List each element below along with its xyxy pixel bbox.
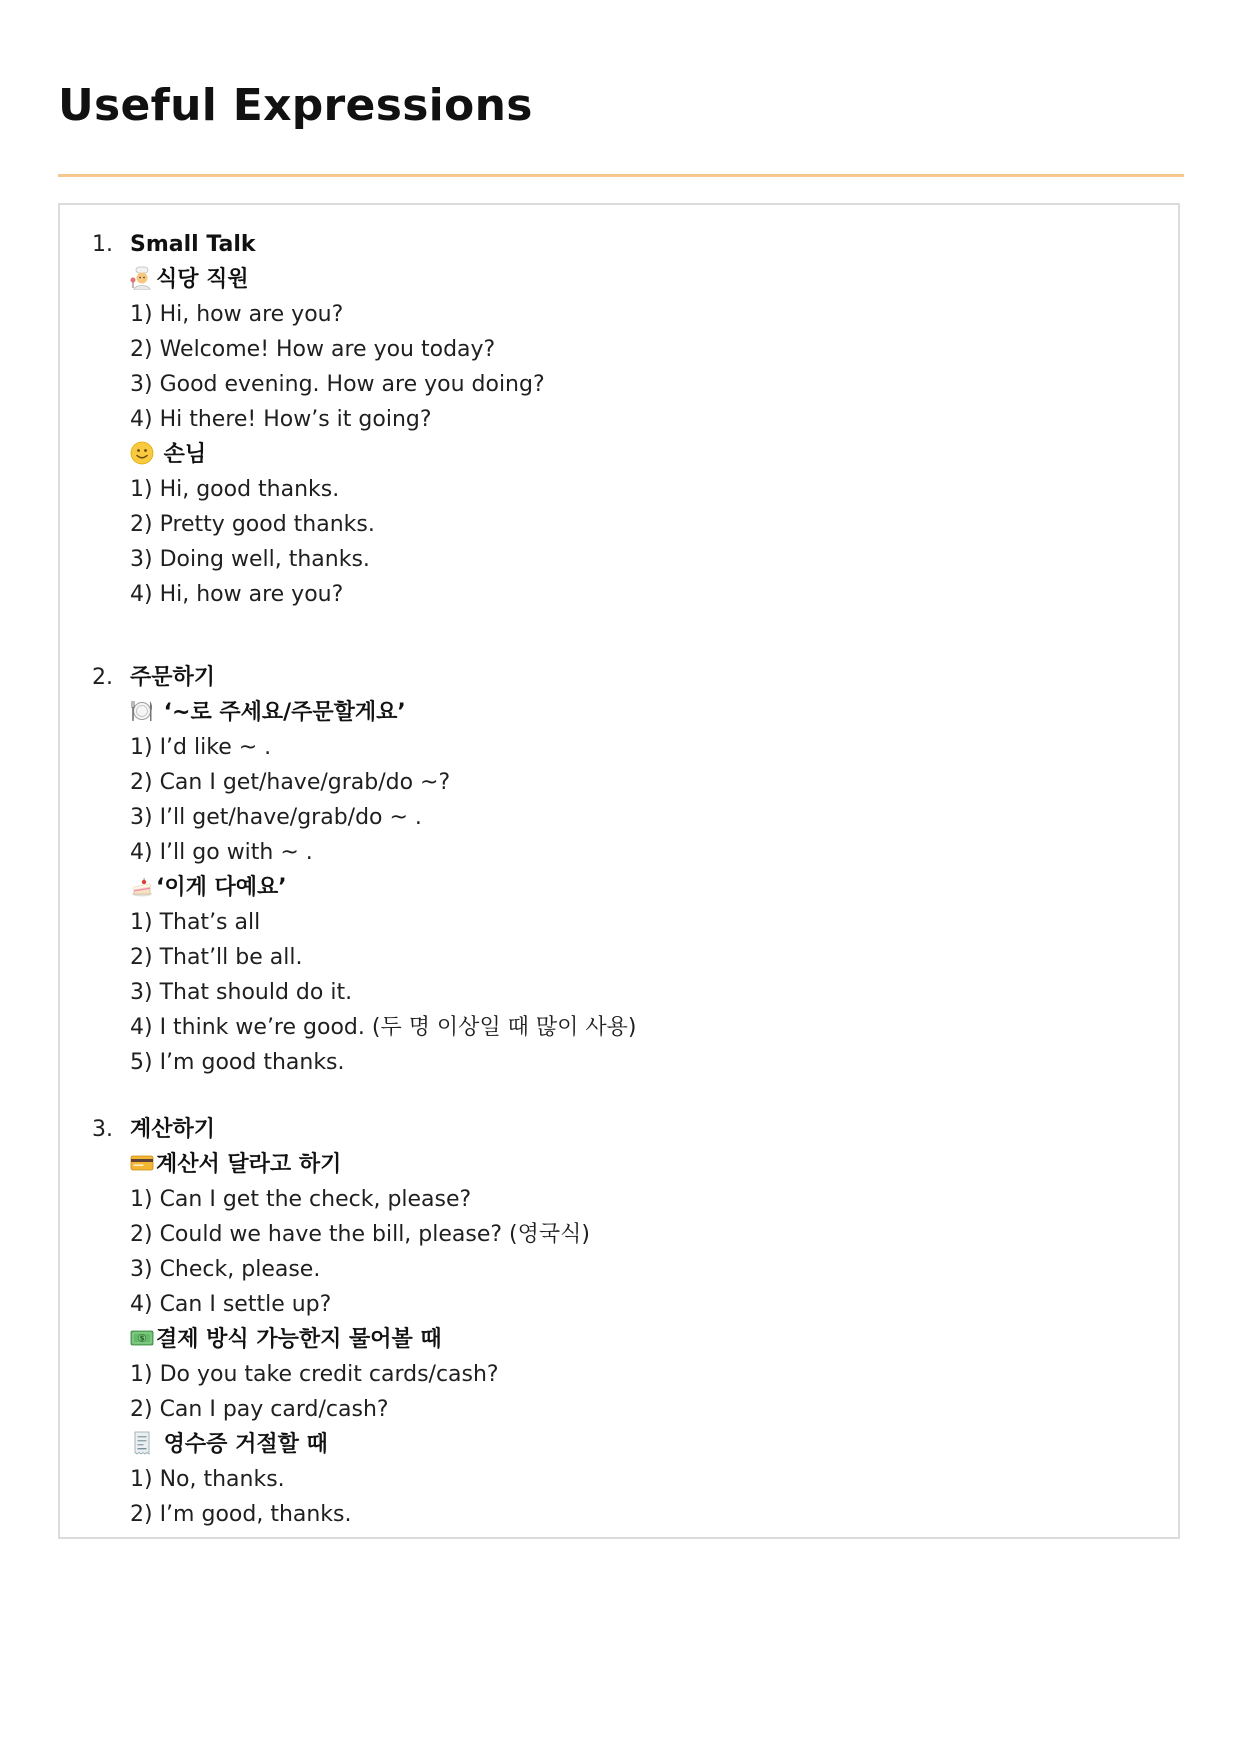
section-heading: Small Talk (130, 232, 256, 257)
smiley-icon (130, 441, 154, 465)
list-item: 1) I’d like ~ . (130, 735, 272, 760)
list-item: 4) Hi there! How’s it going? (130, 407, 432, 432)
list-item: 3) Good evening. How are you doing? (130, 372, 545, 397)
list-item: 1) No, thanks. (130, 1467, 285, 1492)
receipt-icon (130, 1431, 154, 1455)
list-item: 2) I’m good, thanks. (130, 1502, 352, 1527)
list-item: 1) Hi, good thanks. (130, 477, 340, 502)
group-label: 식당 직원 (156, 267, 249, 292)
list-item: 3) Check, please. (130, 1257, 321, 1282)
cake-icon (130, 874, 154, 898)
list-item: 1) Can I get the check, please? (130, 1187, 472, 1212)
page-title: Useful Expressions (58, 80, 533, 131)
list-item: 4) Can I settle up? (130, 1292, 332, 1317)
expressions-box (58, 203, 1180, 1539)
list-item: 5) I’m good thanks. (130, 1050, 345, 1075)
list-item: 2) That’ll be all. (130, 945, 303, 970)
svg-text:$: $ (139, 1334, 145, 1343)
list-item: 1) That’s all (130, 910, 261, 935)
list-item: 4) Hi, how are you? (130, 582, 344, 607)
group-label: 계산서 달라고 하기 (156, 1152, 342, 1177)
list-item: 2) Could we have the bill, please? (영국식) (130, 1222, 590, 1247)
group-heading (130, 695, 1110, 730)
section-heading: 주문하기 (130, 665, 216, 690)
group-label: 손님 (156, 442, 207, 467)
list-item: 2) Can I get/have/grab/do ~? (130, 770, 451, 795)
list-item: 3) That should do it. (130, 980, 353, 1005)
list-item: 3) I’ll get/have/grab/do ~ . (130, 805, 422, 830)
group-heading (130, 1427, 1110, 1462)
list-item: 3) Doing well, thanks. (130, 547, 370, 572)
group-heading (130, 1147, 1110, 1182)
group-label: ‘이게 다예요’ (156, 875, 287, 900)
title-divider (58, 174, 1184, 177)
section-number: 3. (92, 1117, 113, 1142)
group-heading (130, 870, 1110, 905)
group-heading (130, 437, 1110, 472)
group-heading (130, 1322, 1110, 1357)
dollar-bill-icon (130, 1326, 154, 1350)
group-label: 영수증 거절할 때 (156, 1432, 328, 1457)
list-item: 1) Hi, how are you? (130, 302, 344, 327)
section-heading: 계산하기 (130, 1117, 216, 1142)
group-label: 결제 방식 가능한지 물어볼 때 (156, 1327, 442, 1352)
group-heading (130, 262, 1110, 297)
list-item: 1) Do you take credit cards/cash? (130, 1362, 499, 1387)
section-number: 1. (92, 232, 113, 257)
group-label: ‘~로 주세요/주문할게요’ (156, 700, 406, 725)
cook-icon (130, 266, 154, 290)
list-item: 2) Welcome! How are you today? (130, 337, 496, 362)
list-item: 2) Can I pay card/cash? (130, 1397, 389, 1422)
list-item: 4) I’ll go with ~ . (130, 840, 313, 865)
section-number: 2. (92, 665, 113, 690)
list-item: 2) Pretty good thanks. (130, 512, 375, 537)
credit-card-icon (130, 1151, 154, 1175)
list-item: 4) I think we’re good. (두 명 이상일 때 많이 사용) (130, 1015, 637, 1040)
fork-knife-plate-icon (130, 699, 154, 723)
